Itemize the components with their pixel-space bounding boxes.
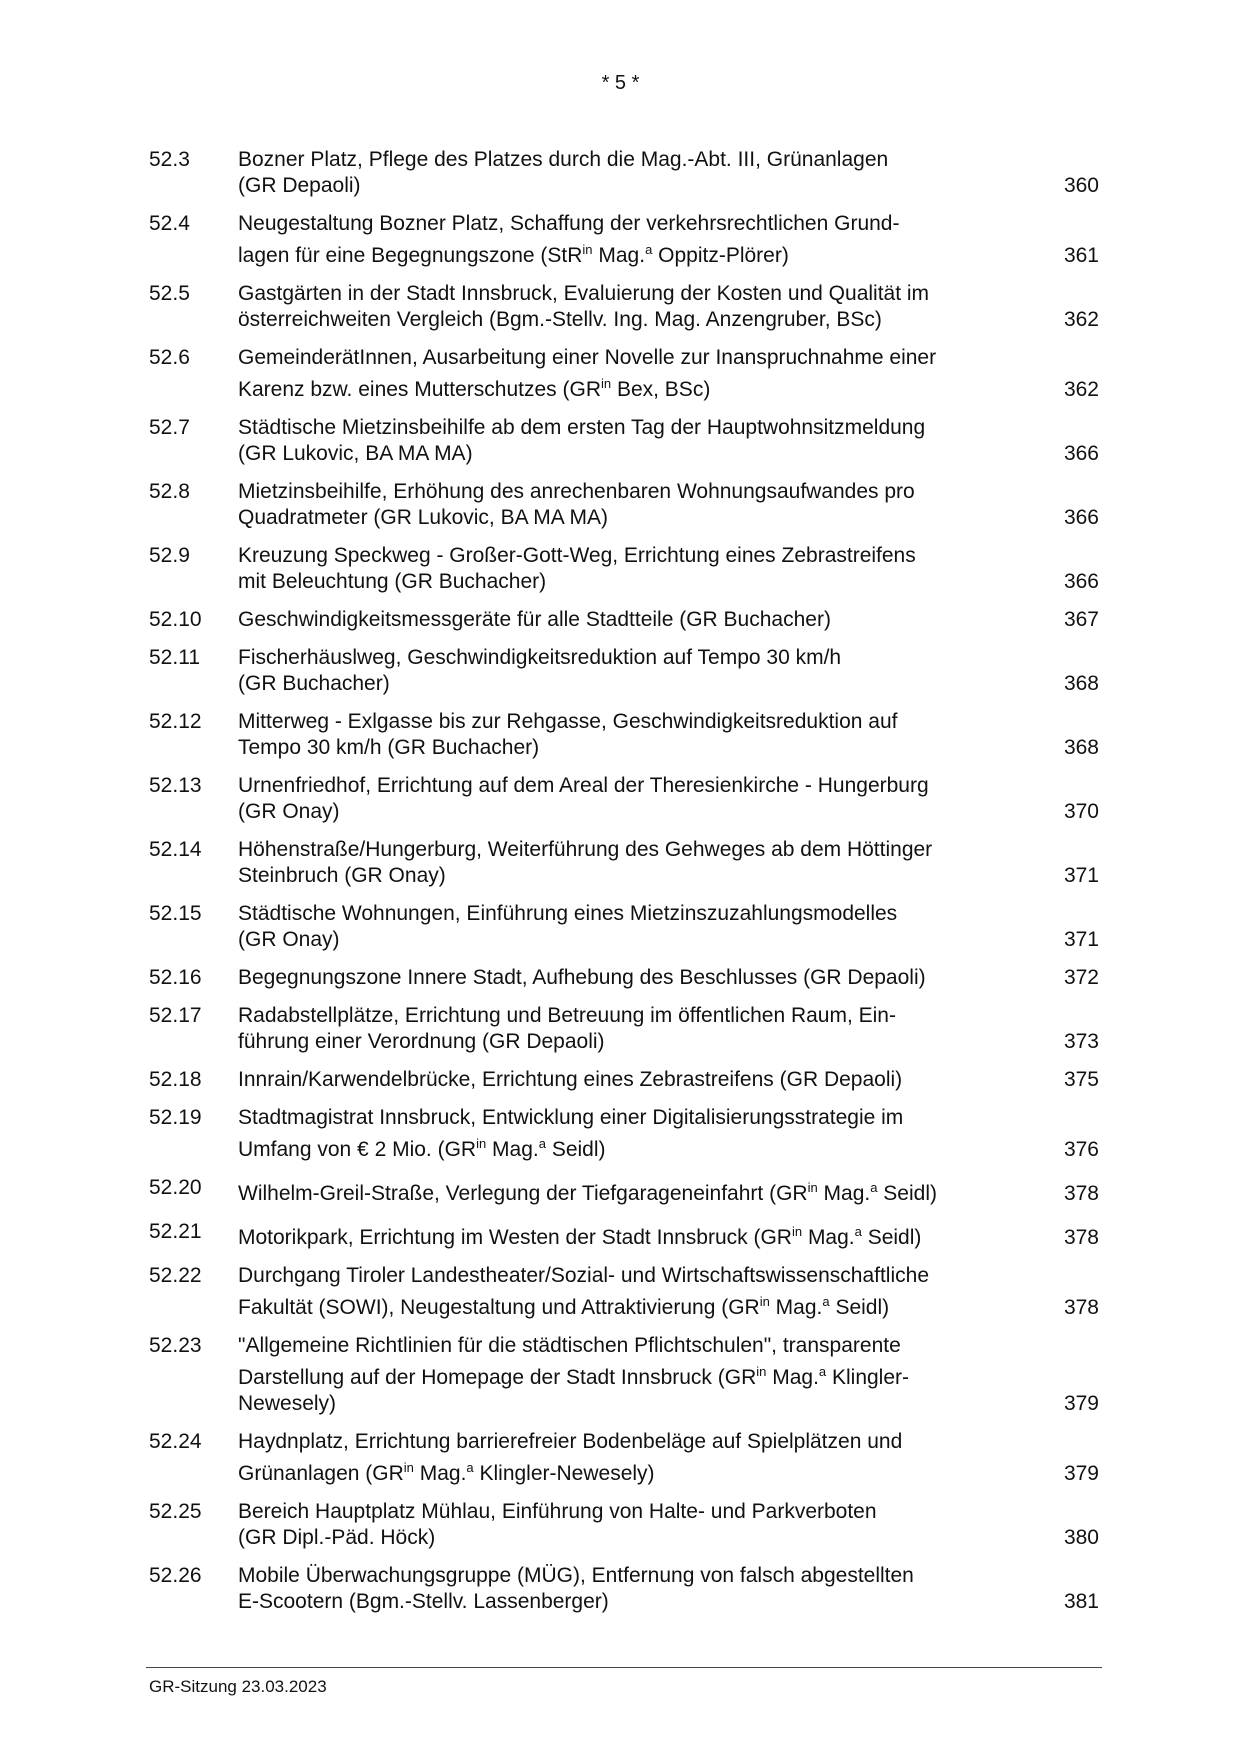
toc-entry xyxy=(0,1175,1241,1207)
item-number: 52.11 xyxy=(149,646,200,669)
item-title xyxy=(238,901,1028,953)
item-title xyxy=(238,1563,1028,1615)
title-line: Tempo 30 km/h (GR Buchacher) xyxy=(238,736,540,759)
item-title xyxy=(238,1175,1028,1207)
toc-entry xyxy=(0,281,1241,333)
footer-meeting-date: GR-Sitzung 23.03.2023 xyxy=(149,1677,327,1696)
item-number: 52.26 xyxy=(149,1564,202,1587)
item-title xyxy=(238,773,1028,825)
title-line: österreichweiten Vergleich (Bgm.-Stellv. Ing. Mag. Anzengruber, BSc) xyxy=(238,308,882,331)
item-title xyxy=(238,543,1028,595)
item-number: 52.6 xyxy=(149,346,190,369)
toc-entry xyxy=(0,1105,1241,1163)
toc-entry xyxy=(0,965,1241,991)
item-title xyxy=(238,281,1028,333)
toc-entry xyxy=(0,1003,1241,1055)
page-reference: 362 xyxy=(1063,308,1099,331)
title-line: Mitterweg - Exlgasse bis zur Rehgasse, Geschwindigkeitsreduktion auf xyxy=(238,710,898,733)
page-reference: 366 xyxy=(1063,506,1099,529)
page-reference: 373 xyxy=(1063,1030,1099,1053)
title-line: lagen für eine Begegnungszone (StR$^{in}$ Mag.$^a$ Oppitz-Plörer) xyxy=(238,242,789,267)
page-reference: 366 xyxy=(1063,570,1099,593)
toc-entry xyxy=(0,1429,1241,1487)
page-reference: 379 xyxy=(1063,1462,1099,1485)
title-line: (GR Buchacher) xyxy=(238,672,390,695)
title-line: Gastgärten in der Stadt Innsbruck, Evaluierung der Kosten und Qualität im xyxy=(238,282,930,305)
title-line: Mobile Überwachungsgruppe (MÜG), Entfernung von falsch abgestellten xyxy=(238,1564,914,1587)
item-number: 52.3 xyxy=(149,148,190,171)
item-number: 52.25 xyxy=(149,1500,202,1523)
item-title xyxy=(238,837,1028,889)
title-line: (GR Dipl.-Päd. Höck) xyxy=(238,1526,436,1549)
title-line: Städtische Mietzinsbeihilfe ab dem ersten Tag der Hauptwohnsitzmeldung xyxy=(238,416,926,439)
page-reference: 380 xyxy=(1063,1526,1099,1549)
item-title xyxy=(238,1067,1028,1093)
toc-entry xyxy=(0,147,1241,199)
item-title xyxy=(238,1499,1028,1551)
title-line: Bereich Hauptplatz Mühlau, Einführung von Halte- und Parkverboten xyxy=(238,1500,877,1523)
title-line: Durchgang Tiroler Landestheater/Sozial- und Wirtschaftswissenschaftliche xyxy=(238,1264,930,1287)
item-number: 52.18 xyxy=(149,1068,202,1091)
item-number: 52.23 xyxy=(149,1334,202,1357)
item-title xyxy=(238,709,1028,761)
toc-entry xyxy=(0,1563,1241,1615)
page-reference: 378 xyxy=(1063,1182,1099,1205)
title-line: Kreuzung Speckweg - Großer-Gott-Weg, Errichtung eines Zebrastreifens xyxy=(238,544,916,567)
toc-entry xyxy=(0,901,1241,953)
title-line: (GR Lukovic, BA MA MA) xyxy=(238,442,473,465)
title-line: Karenz bzw. eines Mutterschutzes ($GR^{in}$ Bex, BSc) xyxy=(238,376,711,401)
toc-entry xyxy=(0,1067,1241,1093)
toc-entry xyxy=(0,345,1241,403)
page-reference: 376 xyxy=(1063,1138,1099,1161)
title-line: Städtische Wohnungen, Einführung eines Mietzinszuzahlungsmodelles xyxy=(238,902,898,925)
item-title xyxy=(238,415,1028,467)
title-line: Fakultät (SOWI), Neugestaltung und Attraktivierung ($GR^{in}$ Mag.$^a$ Seidl) xyxy=(238,1294,890,1319)
page-reference: 360 xyxy=(1063,174,1099,197)
item-title xyxy=(238,479,1028,531)
item-title xyxy=(238,1333,1028,1417)
toc-entry xyxy=(0,415,1241,467)
title-line: (GR Depaoli) xyxy=(238,174,361,197)
item-number: 52.10 xyxy=(149,608,202,631)
title-line: GemeinderätInnen, Ausarbeitung einer Novelle zur Inanspruchnahme einer xyxy=(238,346,937,369)
page-reference: 366 xyxy=(1063,442,1099,465)
item-title xyxy=(238,965,1028,991)
item-number: 52.24 xyxy=(149,1430,202,1453)
item-number: 52.16 xyxy=(149,966,202,989)
item-number: 52.7 xyxy=(149,416,190,439)
page-reference: 371 xyxy=(1063,928,1099,951)
page-reference: 362 xyxy=(1063,378,1099,401)
item-number: 52.21 xyxy=(149,1220,202,1243)
table-of-contents xyxy=(0,147,1241,1627)
item-title xyxy=(238,645,1028,697)
title-line: Höhenstraße/Hungerburg, Weiterführung des Gehweges ab dem Höttinger xyxy=(238,838,933,861)
page-reference: 379 xyxy=(1063,1392,1099,1415)
page-reference: 368 xyxy=(1063,672,1099,695)
title-line: Steinbruch (GR Onay) xyxy=(238,864,446,887)
title-line: Radabstellplätze, Errichtung und Betreuung im öffentlichen Raum, Ein- xyxy=(238,1004,896,1027)
title-line: Stadtmagistrat Innsbruck, Entwicklung einer Digitalisierungsstrategie im xyxy=(238,1106,904,1129)
item-number: 52.13 xyxy=(149,774,202,797)
item-title xyxy=(238,345,1028,403)
item-title xyxy=(238,147,1028,199)
page-reference: 371 xyxy=(1063,864,1099,887)
title-line: (GR Onay) xyxy=(238,800,340,823)
page-reference: 372 xyxy=(1063,966,1099,989)
item-number: 52.12 xyxy=(149,710,202,733)
item-number: 52.22 xyxy=(149,1264,202,1287)
item-number: 52.9 xyxy=(149,544,190,567)
title-line: Quadratmeter (GR Lukovic, BA MA MA) xyxy=(238,506,608,529)
toc-entry xyxy=(0,645,1241,697)
toc-entry xyxy=(0,773,1241,825)
footer-divider xyxy=(146,1667,1102,1668)
item-number: 52.17 xyxy=(149,1004,202,1027)
title-line: (GR Onay) xyxy=(238,928,340,951)
toc-entry xyxy=(0,1219,1241,1251)
item-number: 52.14 xyxy=(149,838,202,861)
page-reference: 378 xyxy=(1063,1296,1099,1319)
item-title xyxy=(238,211,1028,269)
item-number: 52.15 xyxy=(149,902,202,925)
title-line: E-Scootern (Bgm.-Stellv. Lassenberger) xyxy=(238,1590,609,1613)
page-reference: 375 xyxy=(1063,1068,1099,1091)
item-number: 52.20 xyxy=(149,1176,202,1199)
page-reference: 370 xyxy=(1063,800,1099,823)
toc-entry xyxy=(0,1263,1241,1321)
page-reference: 381 xyxy=(1063,1590,1099,1613)
toc-entry xyxy=(0,479,1241,531)
toc-entry xyxy=(0,211,1241,269)
title-line: Grünanlagen ($GR^{in}$ Mag.$^a$ Klingler-Newesely) xyxy=(238,1460,655,1485)
title-line: Begegnungszone Innere Stadt, Aufhebung des Beschlusses (GR Depaoli) xyxy=(238,966,926,989)
title-line: Neugestaltung Bozner Platz, Schaffung der verkehrsrechtlichen Grund- xyxy=(238,212,900,235)
title-line: Newesely) xyxy=(238,1392,337,1415)
title-line: "Allgemeine Richtlinien für die städtischen Pflichtschulen", transparente xyxy=(238,1334,901,1357)
page-number: * 5 * xyxy=(601,72,640,94)
title-line: Mietzinsbeihilfe, Erhöhung des anrechenbaren Wohnungsaufwandes pro xyxy=(238,480,915,503)
title-line: Innrain/Karwendelbrücke, Errichtung eines Zebrastreifens (GR Depaoli) xyxy=(238,1068,903,1091)
page-reference: 378 xyxy=(1063,1226,1099,1249)
title-line: mit Beleuchtung (GR Buchacher) xyxy=(238,570,547,593)
toc-entry xyxy=(0,1499,1241,1551)
item-title xyxy=(238,1003,1028,1055)
item-number: 52.8 xyxy=(149,480,190,503)
item-title xyxy=(238,1219,1028,1251)
title-line: Umfang von € 2 Mio. ($GR^{in}$ Mag.$^a$ Seidl) xyxy=(238,1136,606,1161)
title-line: führung einer Verordnung (GR Depaoli) xyxy=(238,1030,605,1053)
item-title xyxy=(238,607,1028,633)
page-reference: 367 xyxy=(1063,608,1099,631)
item-number: 52.4 xyxy=(149,212,190,235)
title-line: Wilhelm-Greil-Straße, Verlegung der Tiefgarageneinfahrt ($GR^{in}$ Mag.$^a$ Seidl) xyxy=(238,1180,937,1205)
item-title xyxy=(238,1105,1028,1163)
toc-entry xyxy=(0,709,1241,761)
toc-entry xyxy=(0,837,1241,889)
title-line: Geschwindigkeitsmessgeräte für alle Stadtteile (GR Buchacher) xyxy=(238,608,831,631)
item-title xyxy=(238,1429,1028,1487)
title-line: Motorikpark, Errichtung im Westen der Stadt Innsbruck ($GR^{in}$ Mag.$^a$ Seidl) xyxy=(238,1224,922,1249)
title-line: Darstellung auf der Homepage der Stadt Innsbruck ($GR^{in}$ Mag.$^a$ Klingler- xyxy=(238,1364,910,1389)
title-line: Haydnplatz, Errichtung barrierefreier Bodenbeläge auf Spielplätzen und xyxy=(238,1430,903,1453)
toc-entry xyxy=(0,607,1241,633)
page-reference: 368 xyxy=(1063,736,1099,759)
item-title xyxy=(238,1263,1028,1321)
item-number: 52.19 xyxy=(149,1106,202,1129)
page-reference: 361 xyxy=(1063,244,1099,267)
item-number: 52.5 xyxy=(149,282,190,305)
title-line: Fischerhäuslweg, Geschwindigkeitsreduktion auf Tempo 30 km/h xyxy=(238,646,842,669)
toc-entry xyxy=(0,543,1241,595)
title-line: Bozner Platz, Pflege des Platzes durch die Mag.-Abt. III, Grünanlagen xyxy=(238,148,889,171)
title-line: Urnenfriedhof, Errichtung auf dem Areal der Theresienkirche - Hungerburg xyxy=(238,774,929,797)
toc-entry xyxy=(0,1333,1241,1417)
